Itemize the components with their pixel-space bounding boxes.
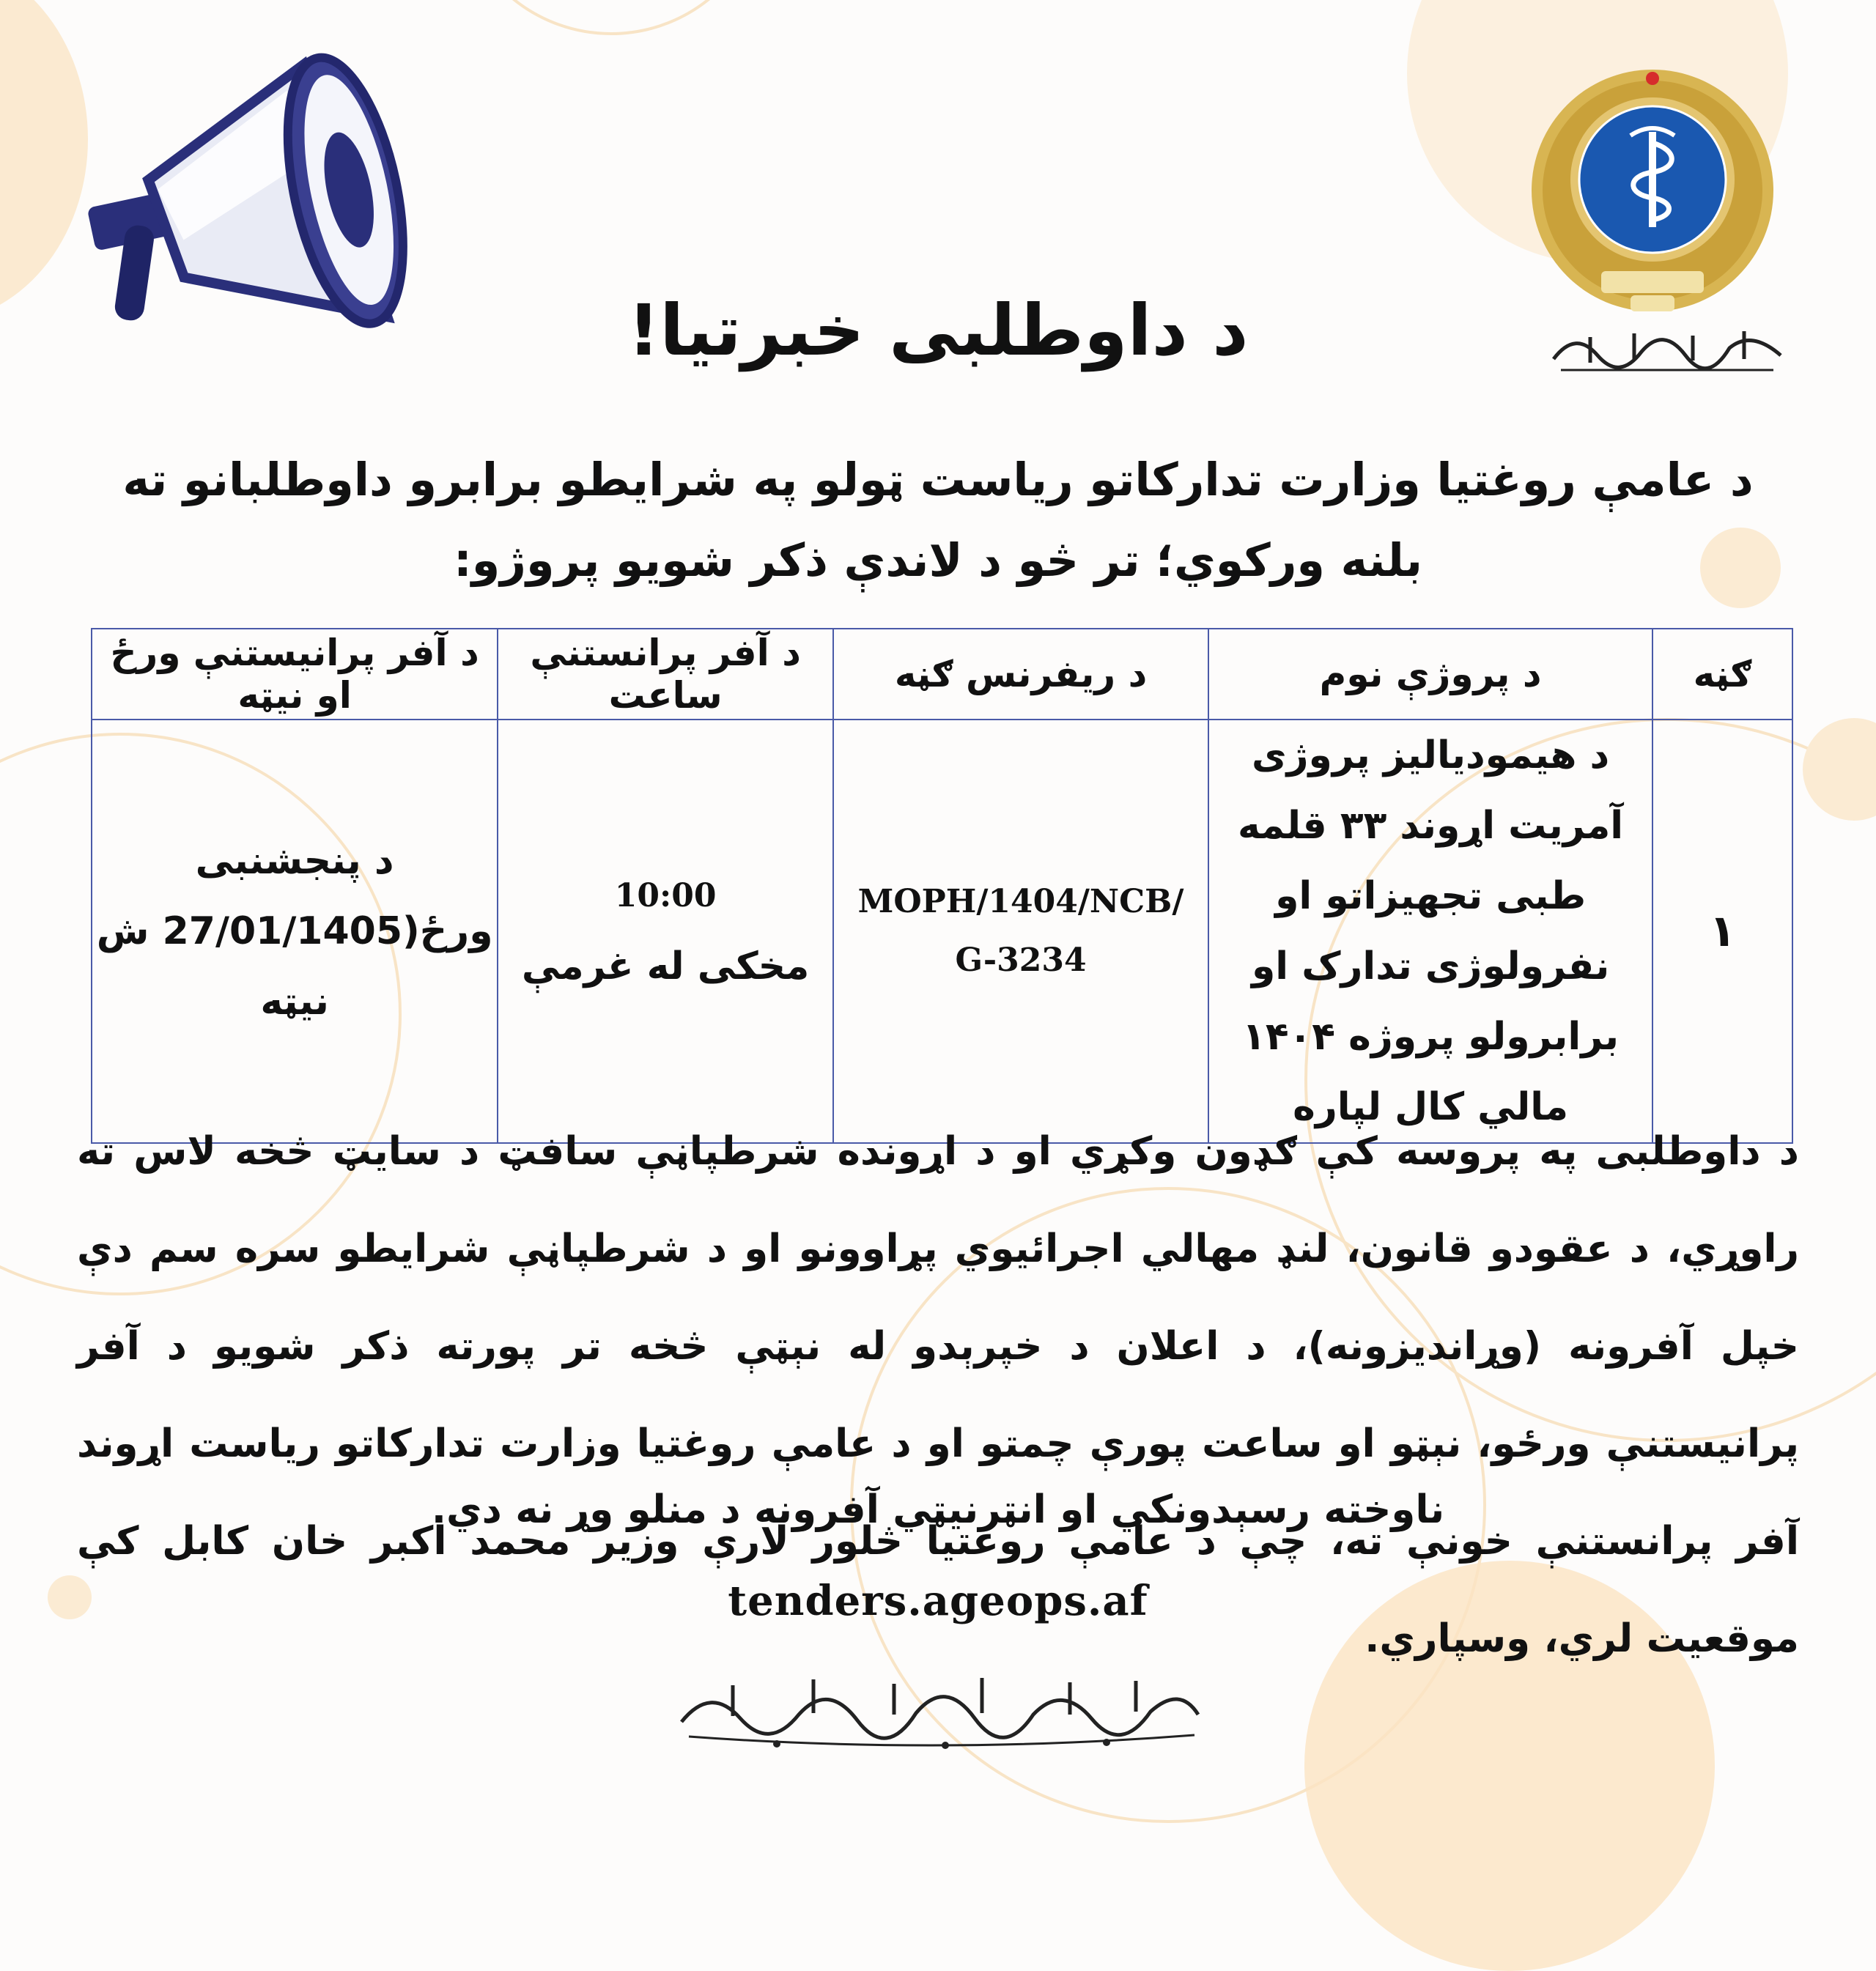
reference-line1: MOPH/1404/NCB/ (857, 883, 1184, 920)
cell-opening-date (92, 720, 498, 1143)
header-number: ګڼه (1652, 629, 1792, 720)
header-opening-date: د آفر پرانیستنې ورځ او نیټه (92, 629, 498, 720)
date-line2: ورځ(27/01/1405 ش (96, 909, 493, 953)
reference-line2: G-3234 (955, 942, 1087, 979)
footer-calligraphy-logo (667, 1663, 1209, 1759)
cell-opening-time (498, 720, 833, 1143)
table-header-row (92, 629, 1792, 720)
date-line3: نیټه (260, 980, 329, 1024)
time-note: مخکی له غرمې (521, 944, 810, 988)
cell-number: ۱ (1652, 720, 1792, 1143)
header-project-name: د پروژې نوم (1208, 629, 1652, 720)
ministry-emblem-logo (1521, 62, 1784, 326)
header-reference: د ریفرنس ګڼه (833, 629, 1208, 720)
header-opening-time: د آفر پرانستنې ساعت (498, 629, 833, 720)
instructions-paragraph: د داوطلبی په پروسه کې ګډون وکړي او د اړونده شرطپاڼې سافټ د سایټ څخه لاس ته راوړي، د عقودو قانون، لنډ مهالي اجرائیوي پړاوونو او د شرطپاڼې شرایطو سره سم دې خپل آفرونه (وړاندیزونه)، د اعلان د خپرېدو له نېټې څخه تر پورته ذکر شویو د آفر پرانیستنې ورځو، نېټو او ساعت پورې چمتو او د عامې روغتیا وزارت تدارکاتو ریاست اړوند آفر پرانستنې خونې ته، چې د عامې روغتیا څلور لارې وزیر محمد اکبر خان کابل کې موقعیت لري، وسپاري. (77, 1129, 1799, 1661)
tender-table (91, 628, 1793, 1144)
time-value: 10:00 (614, 877, 717, 914)
table-row (92, 720, 1792, 1143)
late-offers-notice: ناوخته رسېدونکي او انټرنیټي آفرونه د منلو وړ نه دي. (431, 1487, 1445, 1532)
cell-project-name: د هیمودیالیز پروژی آمریت اړوند ۳۳ قلمه طبی تجهیزاتو او نفرولوژی تدارک او برابرولو پروژه ۱۴۰۴ مالي کال لپاره (1208, 720, 1652, 1143)
date-line1: د پنجشنبی (195, 839, 394, 883)
website-link[interactable]: tenders.ageops.af (728, 1577, 1148, 1625)
decor-ring (454, 0, 768, 35)
page-title: د داوطلبی خبرتیا! (627, 289, 1249, 371)
cell-reference (833, 720, 1208, 1143)
intro-paragraph: د عامې روغتیا وزارت تدارکاتو ریاست ټولو په شرایطو برابرو داوطلبانو ته بلنه ورکوي؛ تر څو د لاندې ذکر شویو پروژو: (122, 453, 1754, 587)
